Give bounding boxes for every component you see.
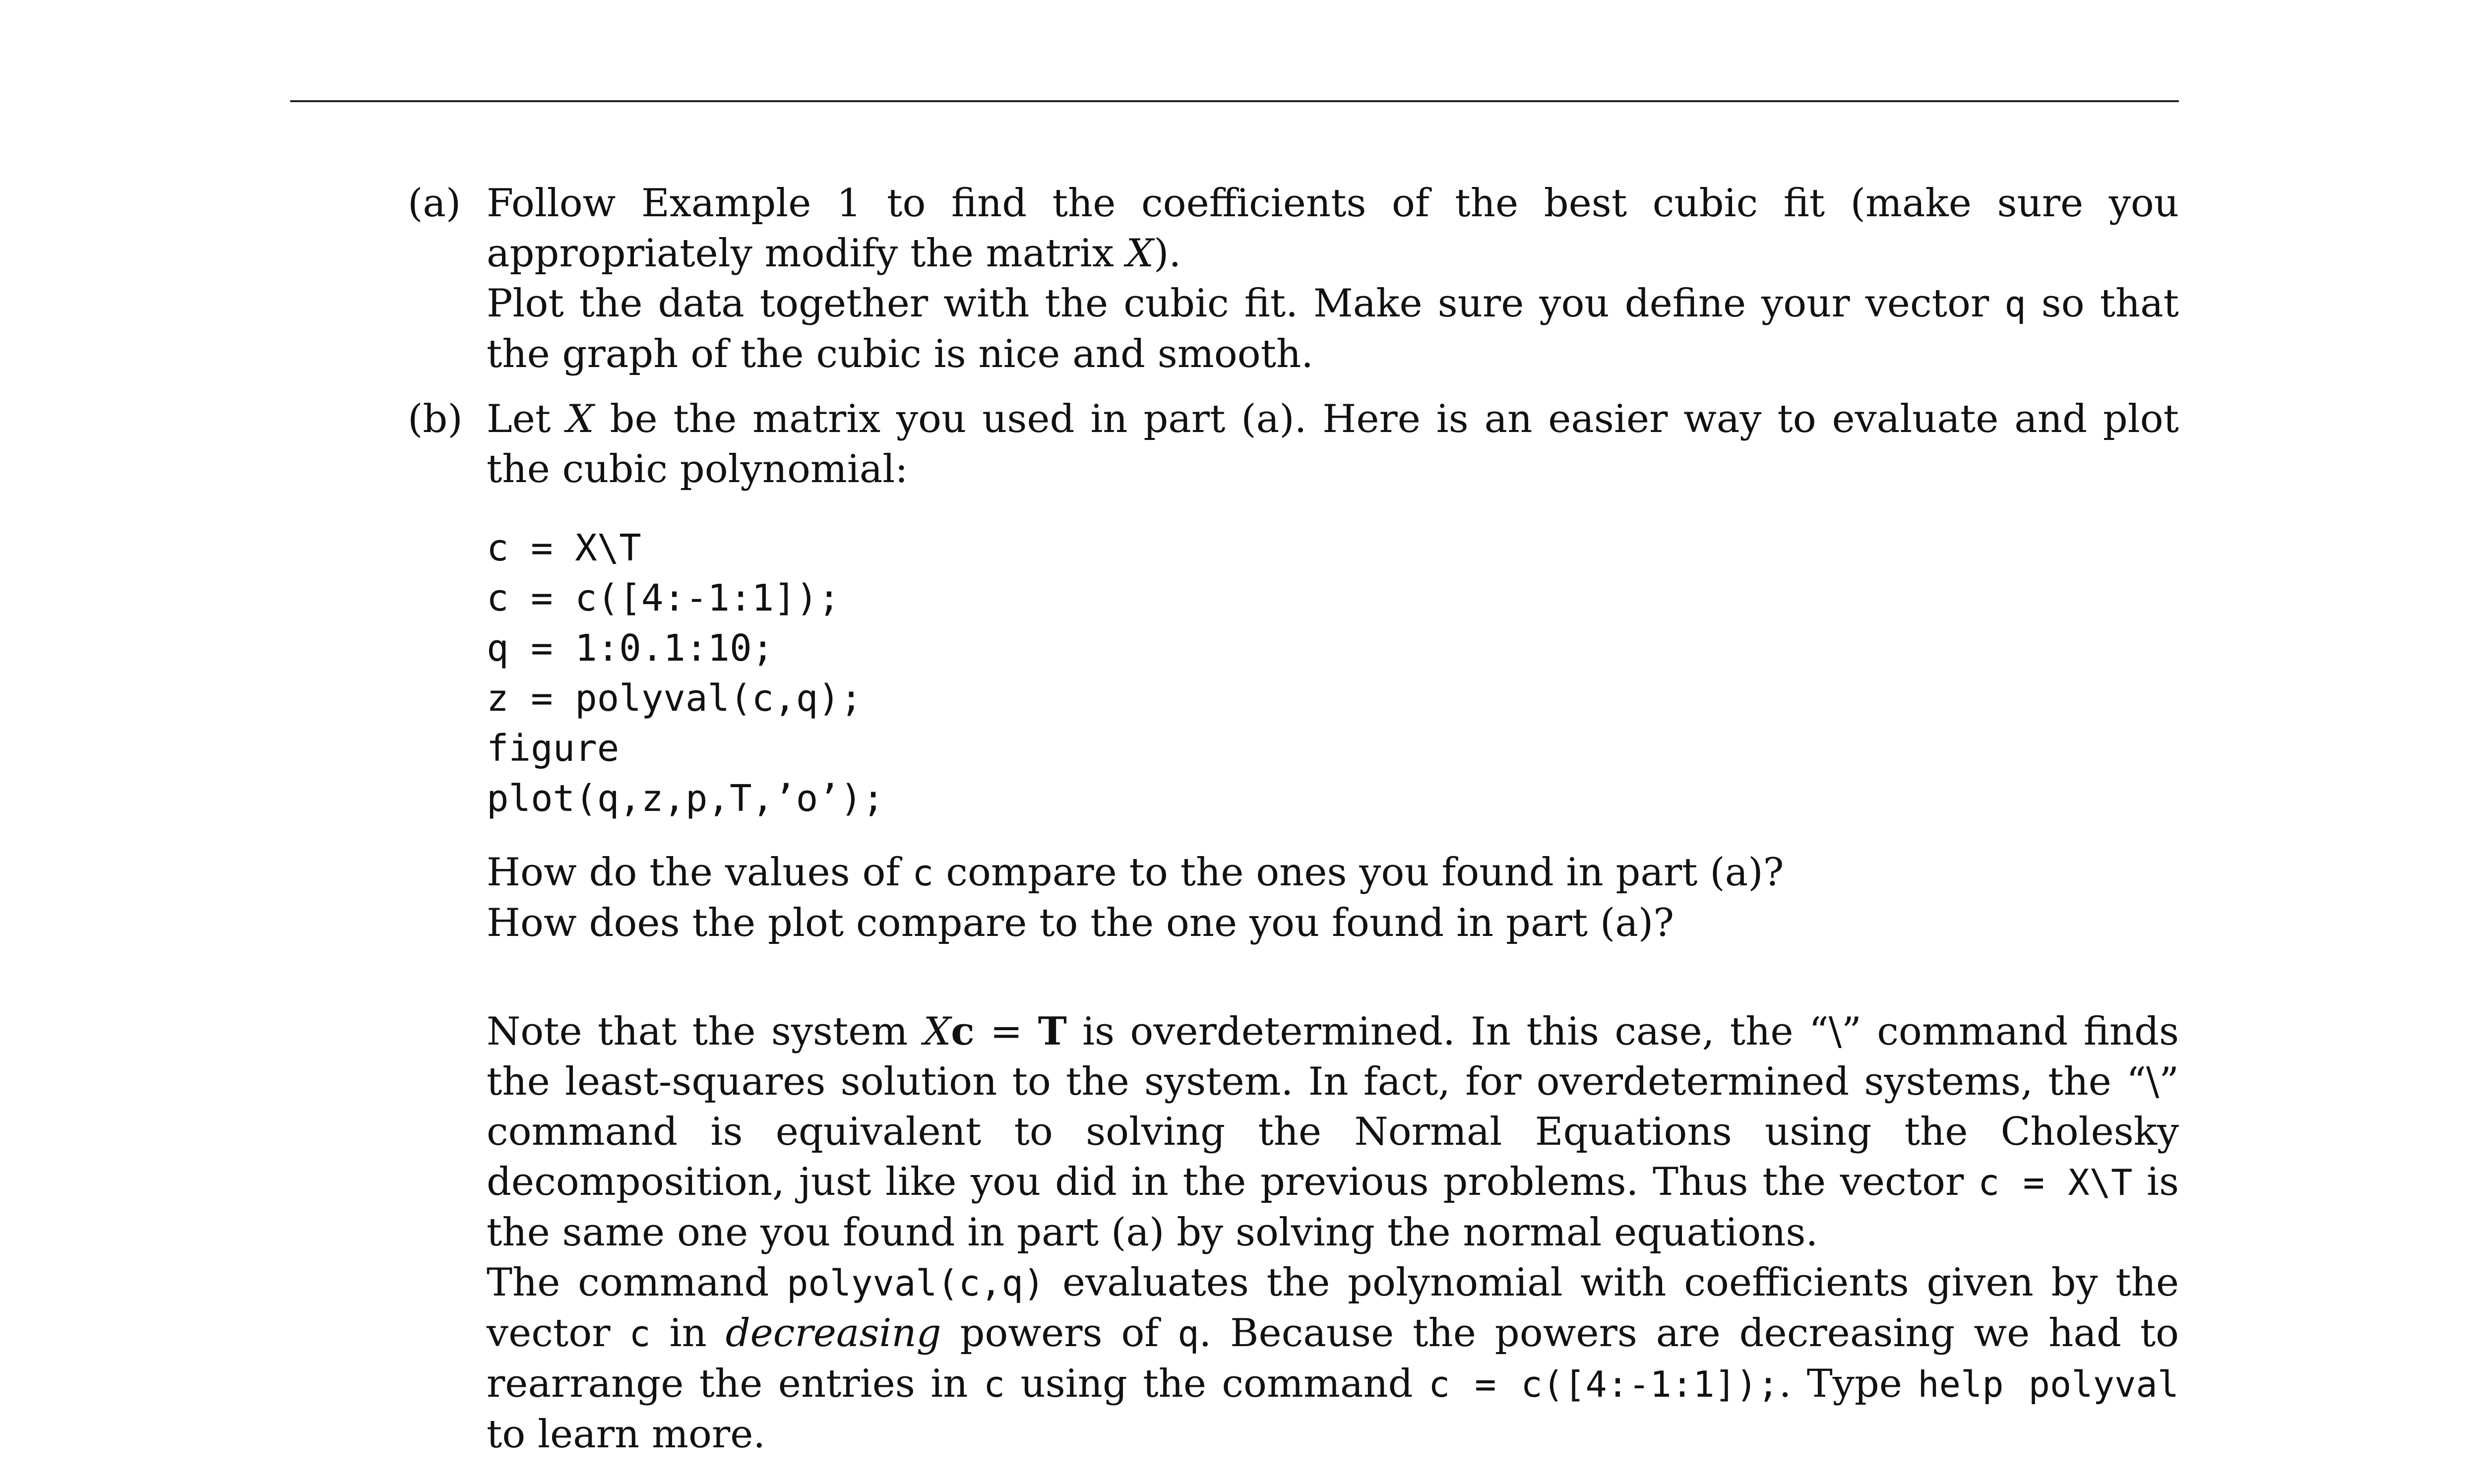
part-b-intro: Let X be the matrix you used in part (a). Here is an easier way to evaluate and plot the cubic polynomial: — [487, 397, 2179, 492]
part-a-paragraph-2: Plot the data together with the cubic fit. Make sure you define your vector q so that the graph of the cubic is nice and smooth. — [487, 281, 2179, 376]
code-line: figure — [487, 727, 620, 770]
code-block — [487, 523, 2179, 824]
document-body — [408, 179, 2179, 1460]
top-horizontal-rule — [290, 100, 2179, 102]
code-line: z = polyval(c,q); — [487, 677, 863, 720]
part-b-item — [408, 394, 2179, 1460]
code-line: c = c([4:-1:1]); — [487, 577, 840, 619]
question-2: How does the plot compare to the one you found in part (a)? — [487, 901, 1674, 945]
code-line: c = X\T — [487, 527, 641, 569]
polyval-explanation: The command polyval(c,q) evaluates the polynomial with coefficients given by the vector c in decreasing powers of q. Because the powers are decreasing we had to rearrange the entries in c using the command c = c([4:-1:1]);. Type help polyval to learn more. — [487, 1260, 2179, 1457]
note-paragraph: Note that the system Xc = T is overdetermined. In this case, the “\” command finds the least-squares solution to the system. In fact, for overdetermined systems, the “\” command is equivalent to solving the Normal Equations using the Cholesky decomposition, just like you did in the previous problems. Thus the vector c = X\T is the same one you found in part (a) by solving the normal equations. — [487, 1009, 2179, 1255]
code-line: q = 1:0.1:10; — [487, 627, 774, 670]
code-line: plot(q,z,p,T,’o’); — [487, 777, 884, 820]
part-b-marker: (b) — [408, 397, 463, 441]
part-a-paragraph-1: Follow Example 1 to find the coefficients of the best cubic fit (make sure you appropriately modify the matrix X). — [487, 181, 2179, 276]
part-a-marker: (a) — [408, 181, 461, 226]
question-1: How do the values of c compare to the ones you found in part (a)? — [487, 850, 1784, 895]
part-a-item — [408, 179, 2179, 379]
